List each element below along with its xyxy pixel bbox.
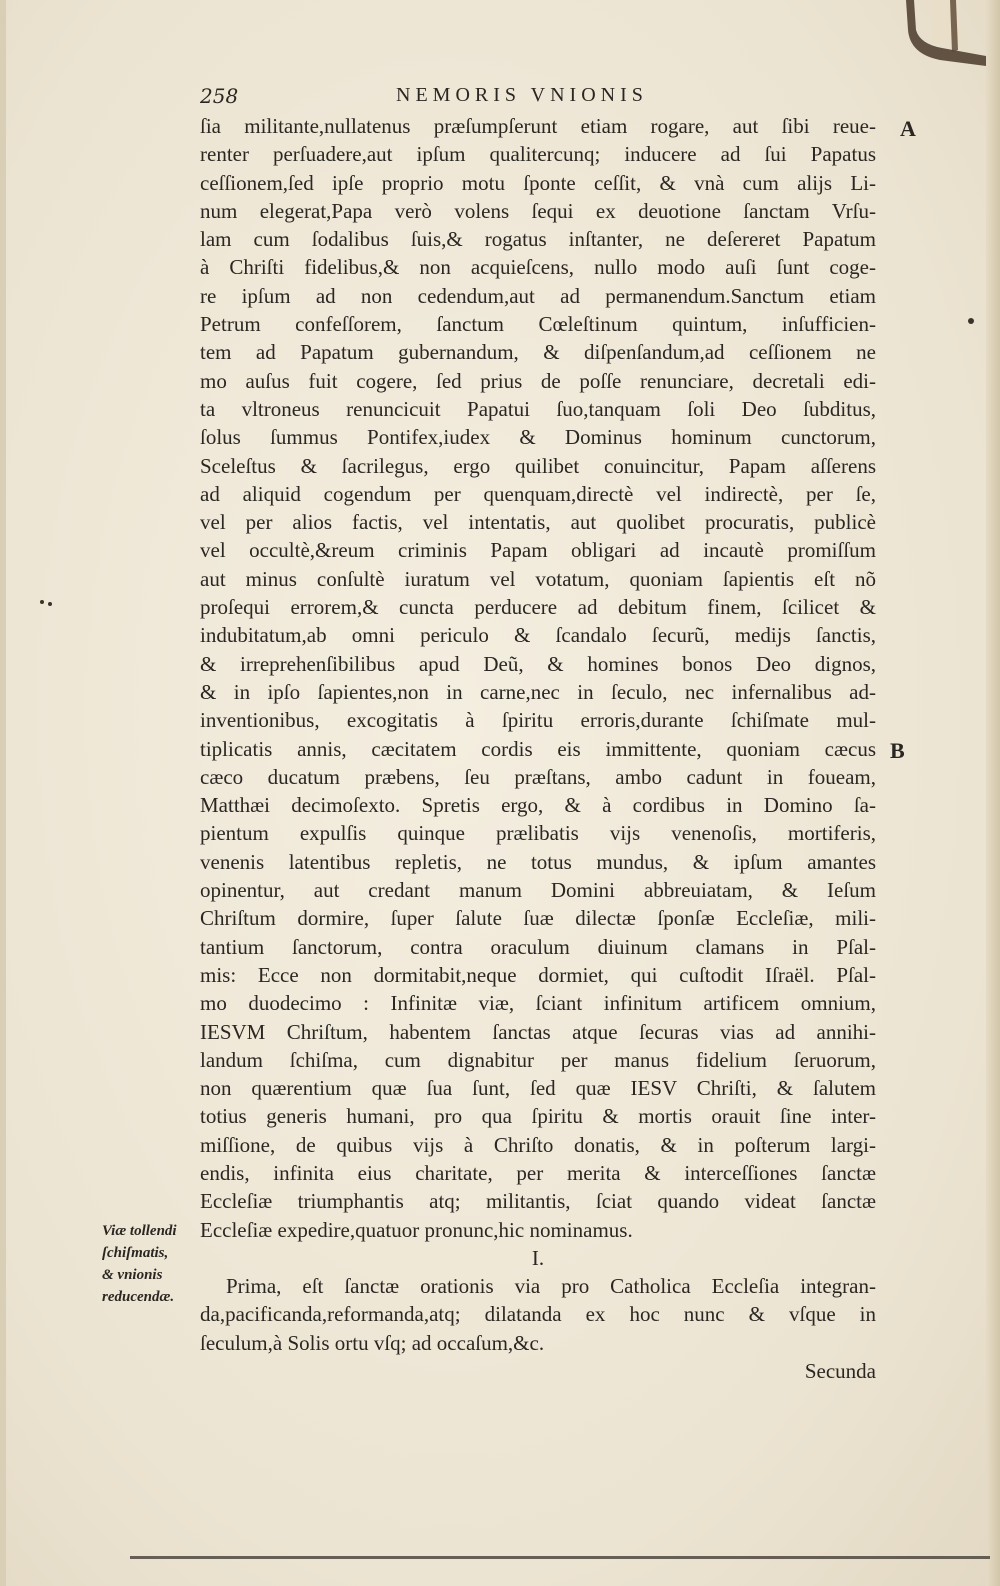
text-line: Prima, eſt ſanctæ orationis via pro Catholica Eccleſia integran-	[226, 1274, 876, 1299]
marginal-note-line: reducendæ.	[102, 1289, 175, 1305]
text-line: pientum expulſis quinque prælibatis vijs venenoſis, mortiferis,	[200, 821, 876, 846]
text-line: & irreprehenſibilibus apud Deũ, & homines bonos Deo dignos,	[200, 651, 876, 676]
text-line: Matthæi decimoſexto. Spretis ergo, & à cordibus in Domino ſa-	[200, 793, 876, 818]
ink-speck	[968, 318, 974, 324]
marginal-note-line: ſchiſmatis,	[102, 1245, 169, 1261]
text-line: non quærentium quæ ſua ſunt, ſed quæ IESV Chriſti, & ſalutem	[200, 1076, 876, 1101]
text-line: inventionibus, excogitatis à ſpiritu erroris,durante ſchiſmate mul-	[200, 708, 876, 733]
text-line: Eccleſiæ triumphantis atq; militantis, ſciat quando videat ſanctæ	[200, 1189, 876, 1214]
marginal-note-line: & vnionis	[102, 1267, 163, 1283]
text-line: venenis latentibus repletis, ne totus mundus, & ipſum amantes	[200, 849, 876, 874]
margin-letter-a: A	[900, 116, 916, 141]
margin-letter-b: B	[890, 738, 905, 763]
text-line: ſia militante,nullatenus præſumpſerunt etiam rogare, aut ſibi reue-	[200, 114, 876, 138]
text-line: indubitatum,ab omni periculo & ſcandalo ſecurũ, medijs ſanctis,	[200, 623, 876, 648]
text-line: ta vltroneus renuncicuit Papatui ſuo,tanquam ſoli Deo ſubditus,	[200, 396, 876, 421]
text-line: IESVM Chriſtum, habentem ſanctas atque ſecuras vias ad annihi-	[200, 1019, 876, 1044]
page-left-edge	[0, 0, 6, 1586]
text-line: mo duodecimo : Infinitæ viæ, ſciant infinitum artificem omnium,	[200, 991, 876, 1016]
page-bottom-rule	[130, 1556, 990, 1559]
page-header	[196, 80, 876, 114]
ink-speck	[48, 602, 52, 606]
text-line: ad aliquid cogendum per quenquam,directè vel indirectè, per ſe,	[200, 481, 876, 506]
ink-speck	[40, 600, 44, 604]
text-line: ſeculum,à Solis ortu vſq; ad occaſum,&c.	[200, 1330, 545, 1355]
marginal-note	[102, 1220, 198, 1308]
text-line: mis: Ecce non dormitabit,neque dormiet, qui cuſtodit Iſraël. Pſal-	[200, 962, 876, 987]
text-line: à Chriſti fidelibus,& non acquieſcens, nullo modo auſi ſunt coge-	[200, 255, 876, 280]
text-line: miſſione, de quibus vijs à Chriſto donatis, & in poſterum largi-	[200, 1132, 876, 1157]
section-number: I.	[531, 1245, 545, 1270]
text-line: & in ipſo ſapientes,non in carne,nec in ſeculo, nec infernalibus ad-	[200, 679, 876, 704]
text-line: proſequi errorem,& cuncta perducere ad debitum finem, ſcilicet &	[200, 595, 876, 620]
text-line: Chriſtum dormire, ſuper ſalute ſuæ dilectæ ſponſæ Eccleſiæ, mili-	[200, 906, 876, 931]
paper-tab-mark	[902, 0, 988, 70]
text-line: ſolus ſummus Pontifex,iudex & Dominus hominum cunctorum,	[200, 425, 876, 450]
text-line: tiplicatis annis, cæcitatem cordis eis immittente, quoniam cæcus	[200, 736, 876, 761]
text-line: opinentur, aut credant manum Domini abbreuiatam, & Ieſum	[200, 878, 876, 903]
text-line: aut minus conſultè iuratum vel votatum, quoniam ſapientis eſt nõ	[200, 566, 876, 591]
text-line: endis, infinita eius charitate, per merita & interceſſiones ſanctæ	[200, 1160, 876, 1185]
text-line: ceſſionem,ſed ipſe proprio motu ſponte ceſſit, & vnà cum alijs Li-	[200, 170, 876, 195]
running-title: NEMORIS VNIONIS	[396, 84, 648, 106]
text-line: Sceleſtus & ſacrilegus, ergo quilibet conuincitur, Papam aſſerens	[200, 453, 876, 478]
text-line: vel occultè,&reum criminis Papam obligari ad incautè promiſſum	[200, 538, 876, 563]
text-line: landum ſchiſma, cum dignabitur per manus fidelium ſeruorum,	[200, 1047, 876, 1072]
text-line: da,pacificanda,reformanda,atq; dilatanda ex hoc nunc & vſque in	[200, 1302, 876, 1327]
text-line: Petrum confeſſorem, ſanctum Cœleſtinum quintum, inſufficien-	[200, 312, 876, 337]
text-line: Eccleſiæ expedire,quatuor pronunc,hic nominamus.	[200, 1217, 633, 1242]
text-line: tem ad Papatum gubernandum, & diſpenſandum,ad ceſſionem ne	[200, 340, 876, 365]
text-line: tantium ſanctorum, contra oraculum diuinum clamans in Pſal-	[200, 934, 876, 959]
text-line: vel per alios factis, vel intentatis, aut quolibet procuratis, publicè	[200, 510, 876, 535]
text-line: cæco ducatum præbens, ſeu præſtans, ambo cadunt in foueam,	[200, 764, 876, 789]
text-line: re ipſum ad non cedendum,aut ad permanendum.Sanctum etiam	[200, 283, 876, 308]
text-line: num elegerat,Papa verò volens ſequi ex deuotione ſanctam Vrſu-	[200, 198, 876, 223]
text-line: mo auſus fuit cogere, ſed prius de poſſe renunciare, decretali edi-	[200, 368, 876, 393]
folio-number: 258	[200, 84, 239, 108]
page-right-edge	[986, 0, 1000, 1586]
main-text-block	[200, 112, 876, 1385]
text-line: lam cum ſodalibus ſuis,& rogatus inſtanter, ne deſereret Papatum	[200, 227, 876, 252]
text-line: renter perſuadere,aut ipſum qualitercunq; inducere ad ſui Papatus	[200, 142, 876, 167]
marginal-note-line: Viæ tollendi	[102, 1223, 177, 1239]
catchword: Secunda	[804, 1359, 876, 1384]
text-line: totius generis humani, pro qua ſpiritu & mortis orauit ſine inter-	[200, 1104, 876, 1129]
